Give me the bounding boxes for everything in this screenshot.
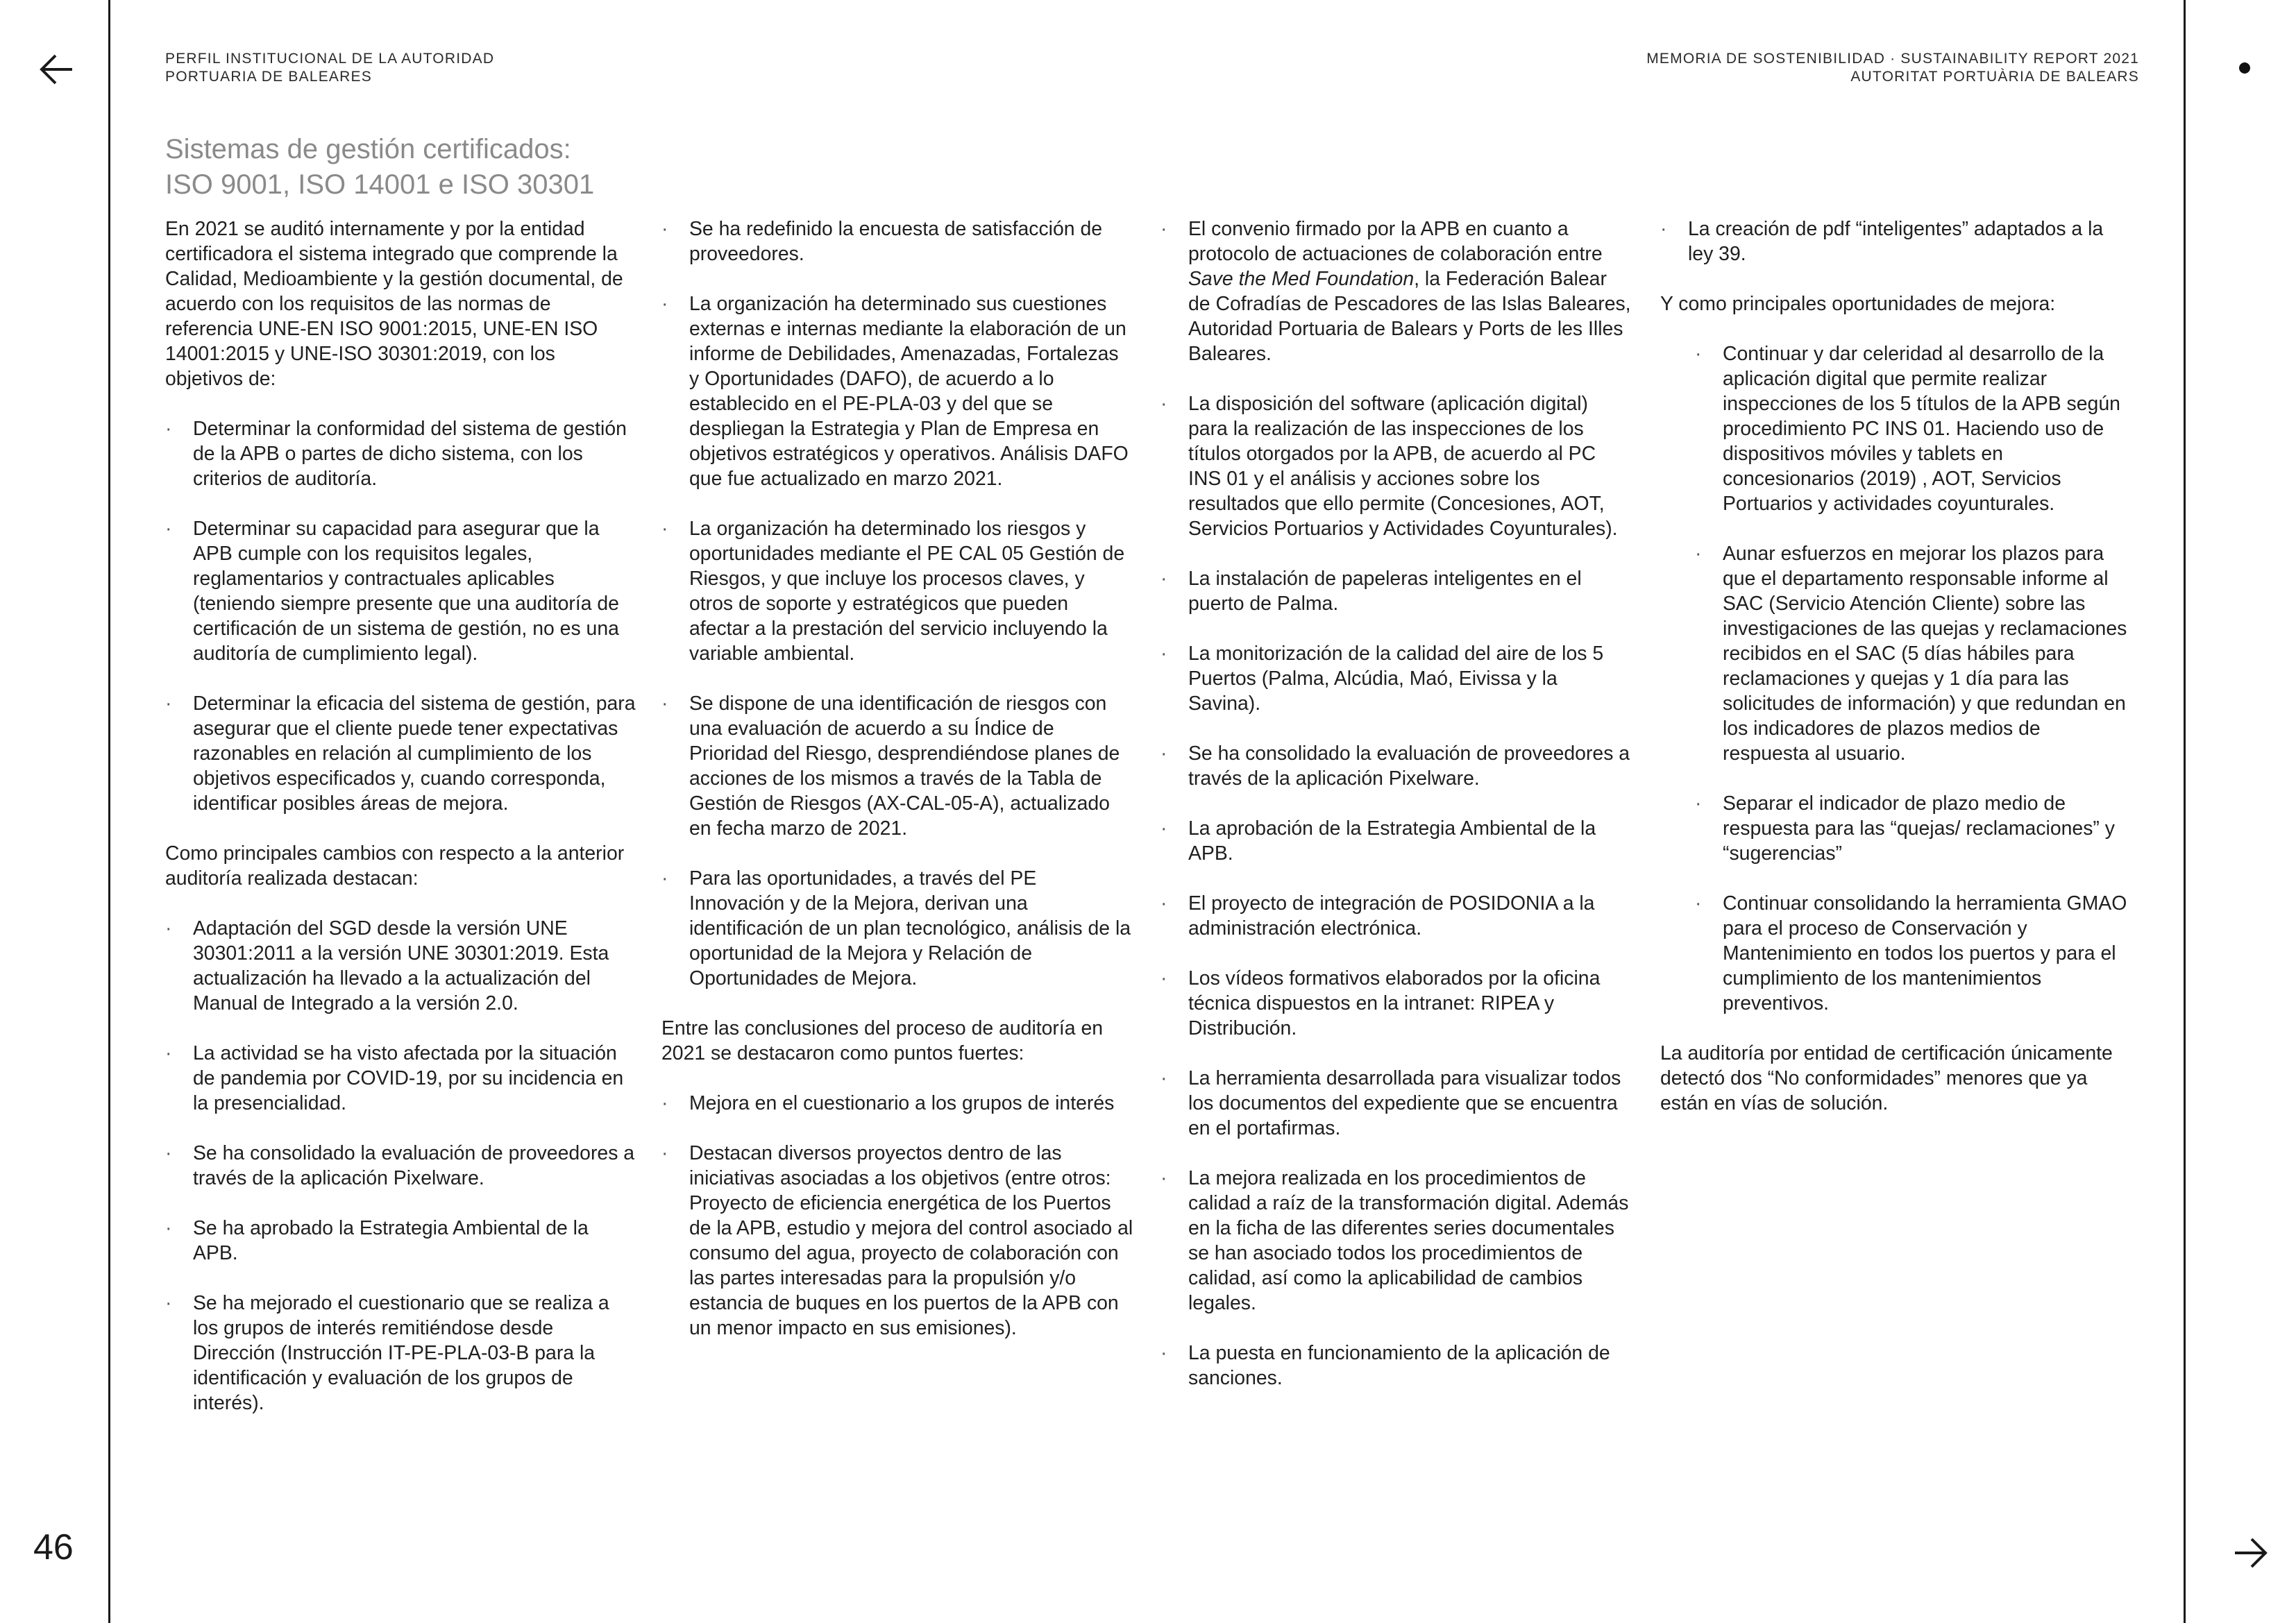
list-item: · Continuar y dar celeridad al desarrollo de la aplicación digital que permite realizar inspecciones de los 5 títulos de la APB según procedimiento PC INS 01. Haciendo uso de dispositivos móviles y tablets en concesionarios (2019) , AOT, Servicios Portuarios y actividades coyunturales. (1695, 341, 2132, 516)
column-3 (1160, 216, 1632, 1416)
conclusion-paragraph: La auditoría por entidad de certificación únicamente detectó dos “No conformidades” menores que ya están en vías de solución. (1660, 1042, 2113, 1114)
strengths-list-continued (1160, 216, 1632, 1391)
list-item: · La puesta en funcionamiento de la aplicación de sanciones. (1160, 1341, 1632, 1391)
back-arrow-button[interactable] (36, 49, 78, 90)
arrow-left-icon (36, 49, 78, 90)
foundation-name: Save the Med Foundation (1188, 268, 1415, 290)
list-item: · La creación de pdf “inteligentes” adaptados a la ley 39. (1660, 216, 2132, 266)
list-item: · La mejora realizada en los procedimientos de calidad a raíz de la transformación digital. Además en la ficha de las diferentes series documentales se han asociado todos los procedimientos de calidad, así como la aplicabilidad de cambios legales. (1160, 1166, 1632, 1316)
list-item: · El proyecto de integración de POSIDONIA a la administración electrónica. (1160, 891, 1632, 941)
list-item (1160, 216, 1632, 366)
section-header-line1: PERFIL INSTITUCIONAL DE LA AUTORIDAD (165, 51, 495, 67)
strengths-intro: Entre las conclusiones del proceso de auditoría en 2021 se destacaron como puntos fuertes: (661, 1017, 1104, 1064)
list-item: · Continuar consolidando la herramienta GMAO para el proceso de Conservación y Mantenimiento en todos los puertos y para el cumplimiento de los mantenimientos preventivos. (1695, 891, 2132, 1016)
column-4 (1660, 216, 2132, 1116)
list-item: · Se ha aprobado la Estrategia Ambiental de la APB. (165, 1216, 637, 1266)
list-item: · Para las oportunidades, a través del PE Innovación y de la Mejora, derivan una identificación de un plan tecnológico, análisis de la oportunidad de la Mejora y Relación de Oportunidades de Mejora. (661, 866, 1133, 991)
column-1 (165, 216, 637, 1416)
opportunities-list (1660, 341, 2132, 1016)
list-item: · Se ha consolidado la evaluación de proveedores a través de la aplicación Pixelware. (165, 1141, 637, 1191)
right-margin-rule (2184, 0, 2186, 1623)
list-item: · La herramienta desarrollada para visualizar todos los documentos del expediente que se encuentra en el portafirmas. (1160, 1066, 1632, 1141)
report-header (1646, 50, 2139, 86)
list-item: · La monitorización de la calidad del aire de los 5 Puertos (Palma, Alcúdia, Maó, Eivissa y la Savina). (1160, 641, 1632, 716)
list-item: · Determinar la conformidad del sistema de gestión de la APB o partes de dicho sistema, con los criterios de auditoría. (165, 416, 637, 491)
menu-dot-icon[interactable] (2239, 62, 2250, 74)
page-title (165, 132, 651, 203)
list-item: · Los vídeos formativos elaborados por la oficina técnica dispuestos en la intranet: RIPEA y Distribución. (1160, 966, 1632, 1041)
list-item: · La instalación de papeleras inteligentes en el puerto de Palma. (1160, 566, 1632, 616)
list-item: · Se ha consolidado la evaluación de proveedores a través de la aplicación Pixelware. (1160, 741, 1632, 791)
page-number: 46 (33, 1527, 74, 1567)
intro-paragraph: En 2021 se auditó internamente y por la entidad certificadora el sistema integrado que comprende la Calidad, Medioambiente y la gestión documental, de acuerdo con los requisitos de las normas de referencia UNE-EN ISO 9001:2015, UNE-EN ISO 14001:2015 y UNE-ISO 30301:2019, con los objetivos de: (165, 218, 623, 390)
list-item: · Se ha mejorado el cuestionario que se realiza a los grupos de interés remitiéndose desde Dirección (Instrucción IT-PE-PLA-03-B para la identificación y evaluación de los grupos de interés). (165, 1291, 637, 1416)
page-title-line2: ISO 9001, ISO 14001 e ISO 30301 (165, 169, 595, 200)
report-header-line2: AUTORITAT PORTUÀRIA DE BALEARS (1850, 69, 2139, 85)
arrow-right-icon (2229, 1532, 2271, 1574)
report-header-line1: MEMORIA DE SOSTENIBILIDAD · SUSTAINABILITY REPORT 2021 (1646, 51, 2139, 67)
list-item-text: , la Federación Balear de Cofradías de Pescadores de las Islas Baleares, Autoridad Portuaria de Balears y Ports de les Illes Baleares. (1188, 268, 1631, 365)
page-title-line1: Sistemas de gestión certificados: (165, 134, 571, 164)
column-2 (661, 216, 1133, 1366)
list-item: · La organización ha determinado los riesgos y oportunidades mediante el PE CAL 05 Gestión de Riesgos, y que incluye los procesos claves, y otros de soporte y estratégicos que pueden afectar a la prestación del servicio incluyendo la variable ambiental. (661, 516, 1133, 666)
left-margin-rule (108, 0, 110, 1623)
list-item: · La organización ha determinado sus cuestiones externas e internas mediante la elaboración de un informe de Debilidades, Amenazadas, Fortalezas y Oportunidades (DAFO), de acuerdo a lo establecido en el PE-PLA-03 y del que se despliegan la Estrategia y Plan de Empresa en objetivos estratégicos y operativos. Análisis DAFO que fue actualizado en marzo 2021. (661, 291, 1133, 491)
section-header-line2: PORTUARIA DE BALEARES (165, 69, 372, 85)
section-header (165, 50, 494, 86)
list-item: · Se ha redefinido la encuesta de satisfacción de proveedores. (661, 216, 1133, 266)
list-item: · La disposición del software (aplicación digital) para la realización de las inspecciones de los títulos otorgados por la APB, de acuerdo al PC INS 01 y el análisis y acciones sobre los resultados que ello permite (Concesiones, AOT, Servicios Portuarios y Actividades Coyunturales). (1160, 391, 1632, 541)
strengths-list (661, 1091, 1133, 1341)
list-item: · Mejora en el cuestionario a los grupos de interés (661, 1091, 1133, 1116)
list-item: · La actividad se ha visto afectada por la situación de pandemia por COVID-19, por su incidencia en la presencialidad. (165, 1041, 637, 1116)
list-item: · La aprobación de la Estrategia Ambiental de la APB. (1160, 816, 1632, 866)
strengths-list-end (1660, 216, 2132, 266)
list-item: · Adaptación del SGD desde la versión UNE 30301:2011 a la versión UNE 30301:2019. Esta actualización ha llevado a la actualización del Manual de Integrado a la versión 2.0. (165, 916, 637, 1016)
changes-list (165, 916, 637, 1416)
list-item-text: El convenio firmado por la APB en cuanto a protocolo de actuaciones de colaboración entre (1188, 218, 1603, 265)
objectives-list (165, 416, 637, 816)
list-item: · Aunar esfuerzos en mejorar los plazos para que el departamento responsable informe al SAC (Servicio Atención Cliente) sobre las investigaciones de las quejas y reclamaciones recibidos en el SAC (5 días hábiles para reclamaciones y quejas y 1 día para las solicitudes de información) y que redundan en los indicadores de plazos medios de respuesta al usuario. (1695, 541, 2132, 766)
changes-intro: Como principales cambios con respecto a la anterior auditoría realizada destacan: (165, 842, 625, 890)
list-item: · Separar el indicador de plazo medio de respuesta para las “quejas/ reclamaciones” y “sugerencias” (1695, 791, 2132, 866)
opportunities-intro: Y como principales oportunidades de mejora: (1660, 293, 2056, 315)
changes-list-continued (661, 216, 1133, 991)
list-item: · Destacan diversos proyectos dentro de las iniciativas asociadas a los objetivos (entre otros: Proyecto de eficiencia energética de los Puertos de la APB, estudio y mejora del control asociado al consumo del agua, proyecto de colaboración con las partes interesadas para la propulsión y/o estancia de buques en los puertos de la APB con un menor impacto en sus emisiones). (661, 1141, 1133, 1341)
list-item: · Determinar la eficacia del sistema de gestión, para asegurar que el cliente puede tener expectativas razonables en relación al cumplimiento de los objetivos especificados y, cuando corresponda, identificar posibles áreas de mejora. (165, 691, 637, 816)
list-item: · Determinar su capacidad para asegurar que la APB cumple con los requisitos legales, reglamentarios y contractuales aplicables (teniendo siempre presente que una auditoría de certificación de un sistema de gestión, no es una auditoría de cumplimiento legal). (165, 516, 637, 666)
next-arrow-button[interactable] (2229, 1532, 2271, 1574)
list-item: · Se dispone de una identificación de riesgos con una evaluación de acuerdo a su Índice de Prioridad del Riesgo, desprendiéndose planes de acciones de los mismos a través de la Tabla de Gestión de Riesgos (AX-CAL-05-A), actualizado en fecha marzo de 2021. (661, 691, 1133, 841)
